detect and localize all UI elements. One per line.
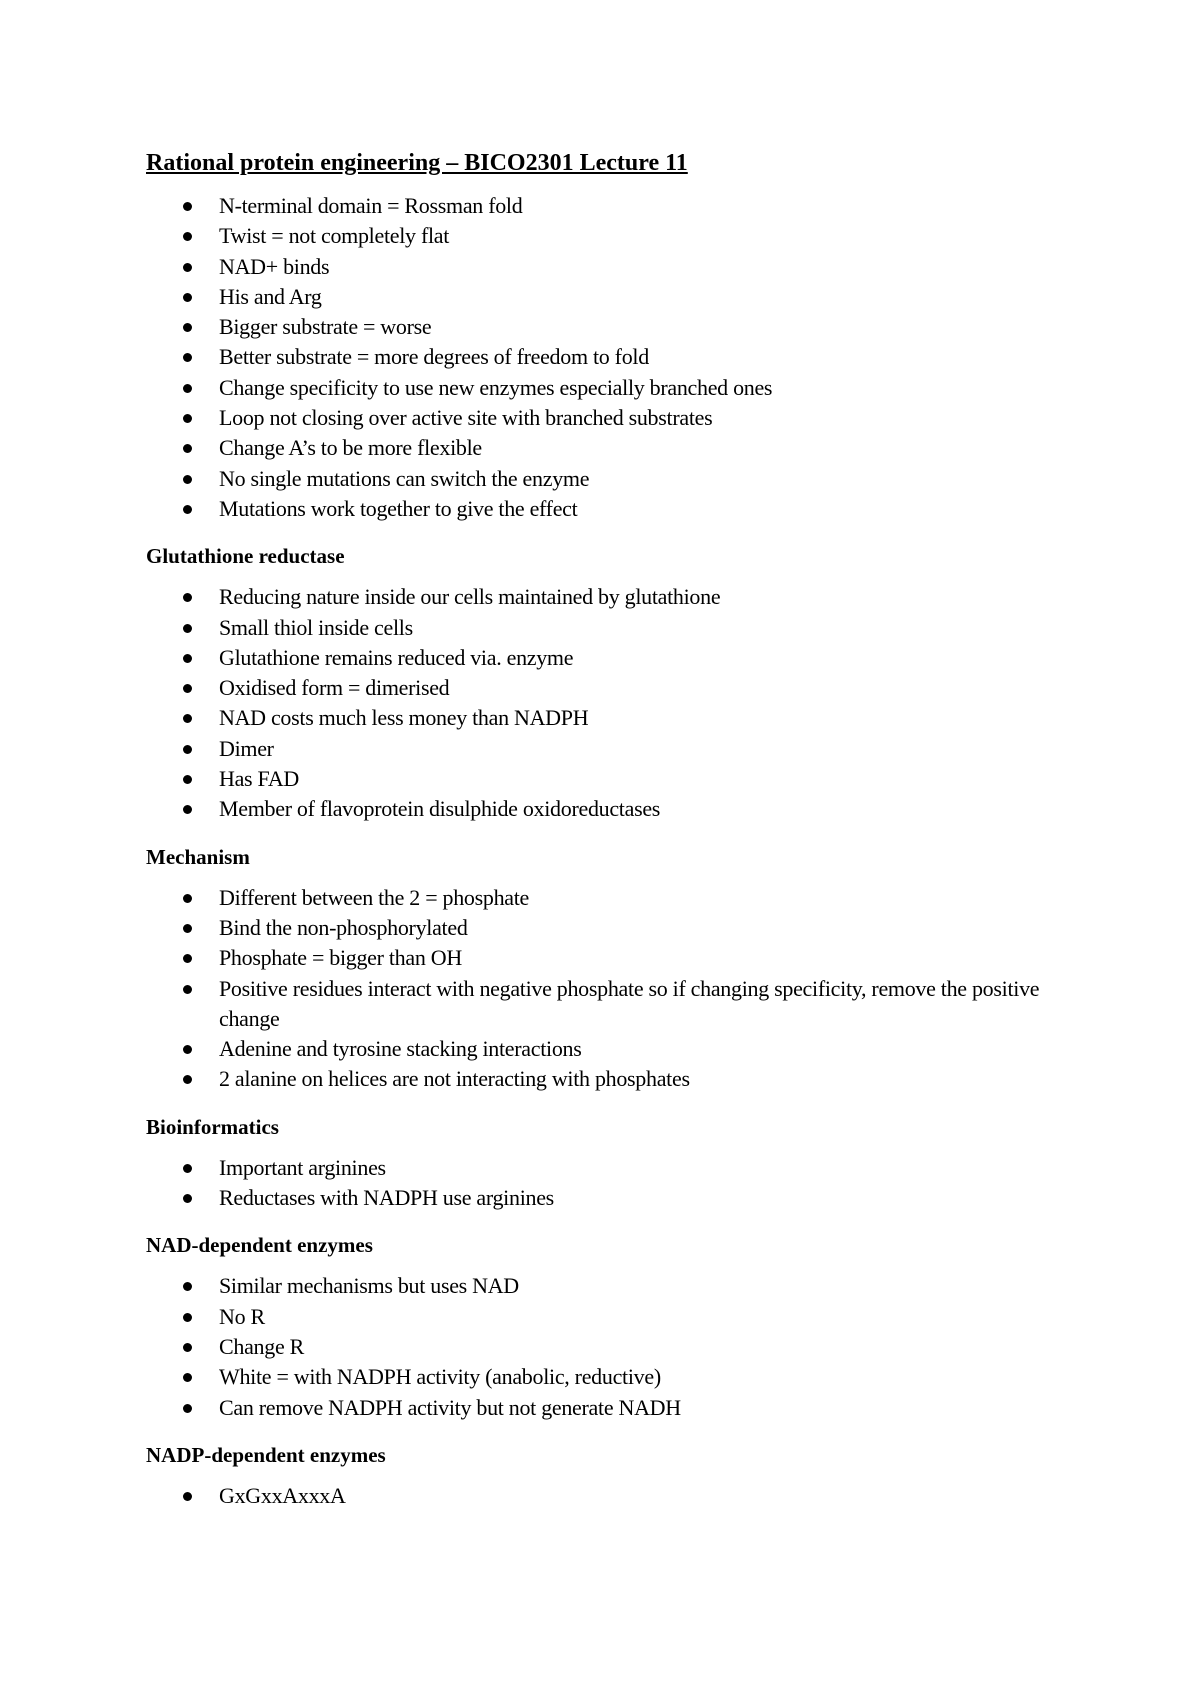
section-heading: NAD-dependent enzymes	[146, 1233, 373, 1258]
intro-bullet-list	[146, 191, 1066, 524]
sections-container	[146, 542, 1066, 1511]
bullet-item: NAD+ binds	[146, 252, 1066, 282]
bullet-item: Has FAD	[146, 764, 1066, 794]
bullet-item: Similar mechanisms but uses NAD	[146, 1271, 1066, 1301]
section	[146, 1441, 1066, 1511]
bullet-item: Different between the 2 = phosphate	[146, 883, 1066, 913]
bullet-item: Better substrate = more degrees of freedom to fold	[146, 342, 1066, 372]
bullet-item: GxGxxAxxxA	[146, 1481, 1066, 1511]
bullet-item: Change R	[146, 1332, 1066, 1362]
section	[146, 542, 1066, 824]
bullet-item: Member of flavoprotein disulphide oxidoreductases	[146, 794, 1066, 824]
bullet-item: Phosphate = bigger than OH	[146, 943, 1066, 973]
bullet-item: Small thiol inside cells	[146, 613, 1066, 643]
bullet-item: N-terminal domain = Rossman fold	[146, 191, 1066, 221]
bullet-item: Reductases with NADPH use arginines	[146, 1183, 1066, 1213]
document-title: Rational protein engineering – BICO2301 Lecture 11	[146, 150, 688, 176]
bullet-item: His and Arg	[146, 282, 1066, 312]
bullet-item: Loop not closing over active site with branched substrates	[146, 403, 1066, 433]
bullet-item: Oxidised form = dimerised	[146, 673, 1066, 703]
section	[146, 1113, 1066, 1214]
bullet-item: Positive residues interact with negative phosphate so if changing specificity, remove the positive change	[146, 974, 1066, 1035]
bullet-item: Bigger substrate = worse	[146, 312, 1066, 342]
bullet-item: Twist = not completely flat	[146, 221, 1066, 251]
document-page	[146, 146, 1066, 1511]
section-bullet-list	[146, 582, 1066, 824]
section-heading: Bioinformatics	[146, 1114, 279, 1139]
bullet-item: Can remove NADPH activity but not generate NADH	[146, 1393, 1066, 1423]
section-heading: Glutathione reductase	[146, 544, 345, 569]
section-heading: Mechanism	[146, 844, 250, 869]
bullet-item: No single mutations can switch the enzyme	[146, 464, 1066, 494]
bullet-item: Bind the non-phosphorylated	[146, 913, 1066, 943]
bullet-item: NAD costs much less money than NADPH	[146, 703, 1066, 733]
bullet-item: Reducing nature inside our cells maintained by glutathione	[146, 582, 1066, 612]
section	[146, 843, 1066, 1095]
bullet-item: Change specificity to use new enzymes especially branched ones	[146, 373, 1066, 403]
bullet-item: Change A’s to be more flexible	[146, 433, 1066, 463]
bullet-item: Adenine and tyrosine stacking interactions	[146, 1034, 1066, 1064]
section-bullet-list	[146, 1153, 1066, 1214]
bullet-item: White = with NADPH activity (anabolic, reductive)	[146, 1362, 1066, 1392]
bullet-item: Glutathione remains reduced via. enzyme	[146, 643, 1066, 673]
section	[146, 1231, 1066, 1422]
bullet-item: 2 alanine on helices are not interacting with phosphates	[146, 1064, 1066, 1094]
bullet-item: Mutations work together to give the effect	[146, 494, 1066, 524]
section-bullet-list	[146, 1271, 1066, 1422]
section-heading: NADP-dependent enzymes	[146, 1442, 386, 1467]
bullet-item: Dimer	[146, 734, 1066, 764]
section-bullet-list	[146, 1481, 1066, 1511]
bullet-item: Important arginines	[146, 1153, 1066, 1183]
bullet-item: No R	[146, 1302, 1066, 1332]
section-bullet-list	[146, 883, 1066, 1095]
